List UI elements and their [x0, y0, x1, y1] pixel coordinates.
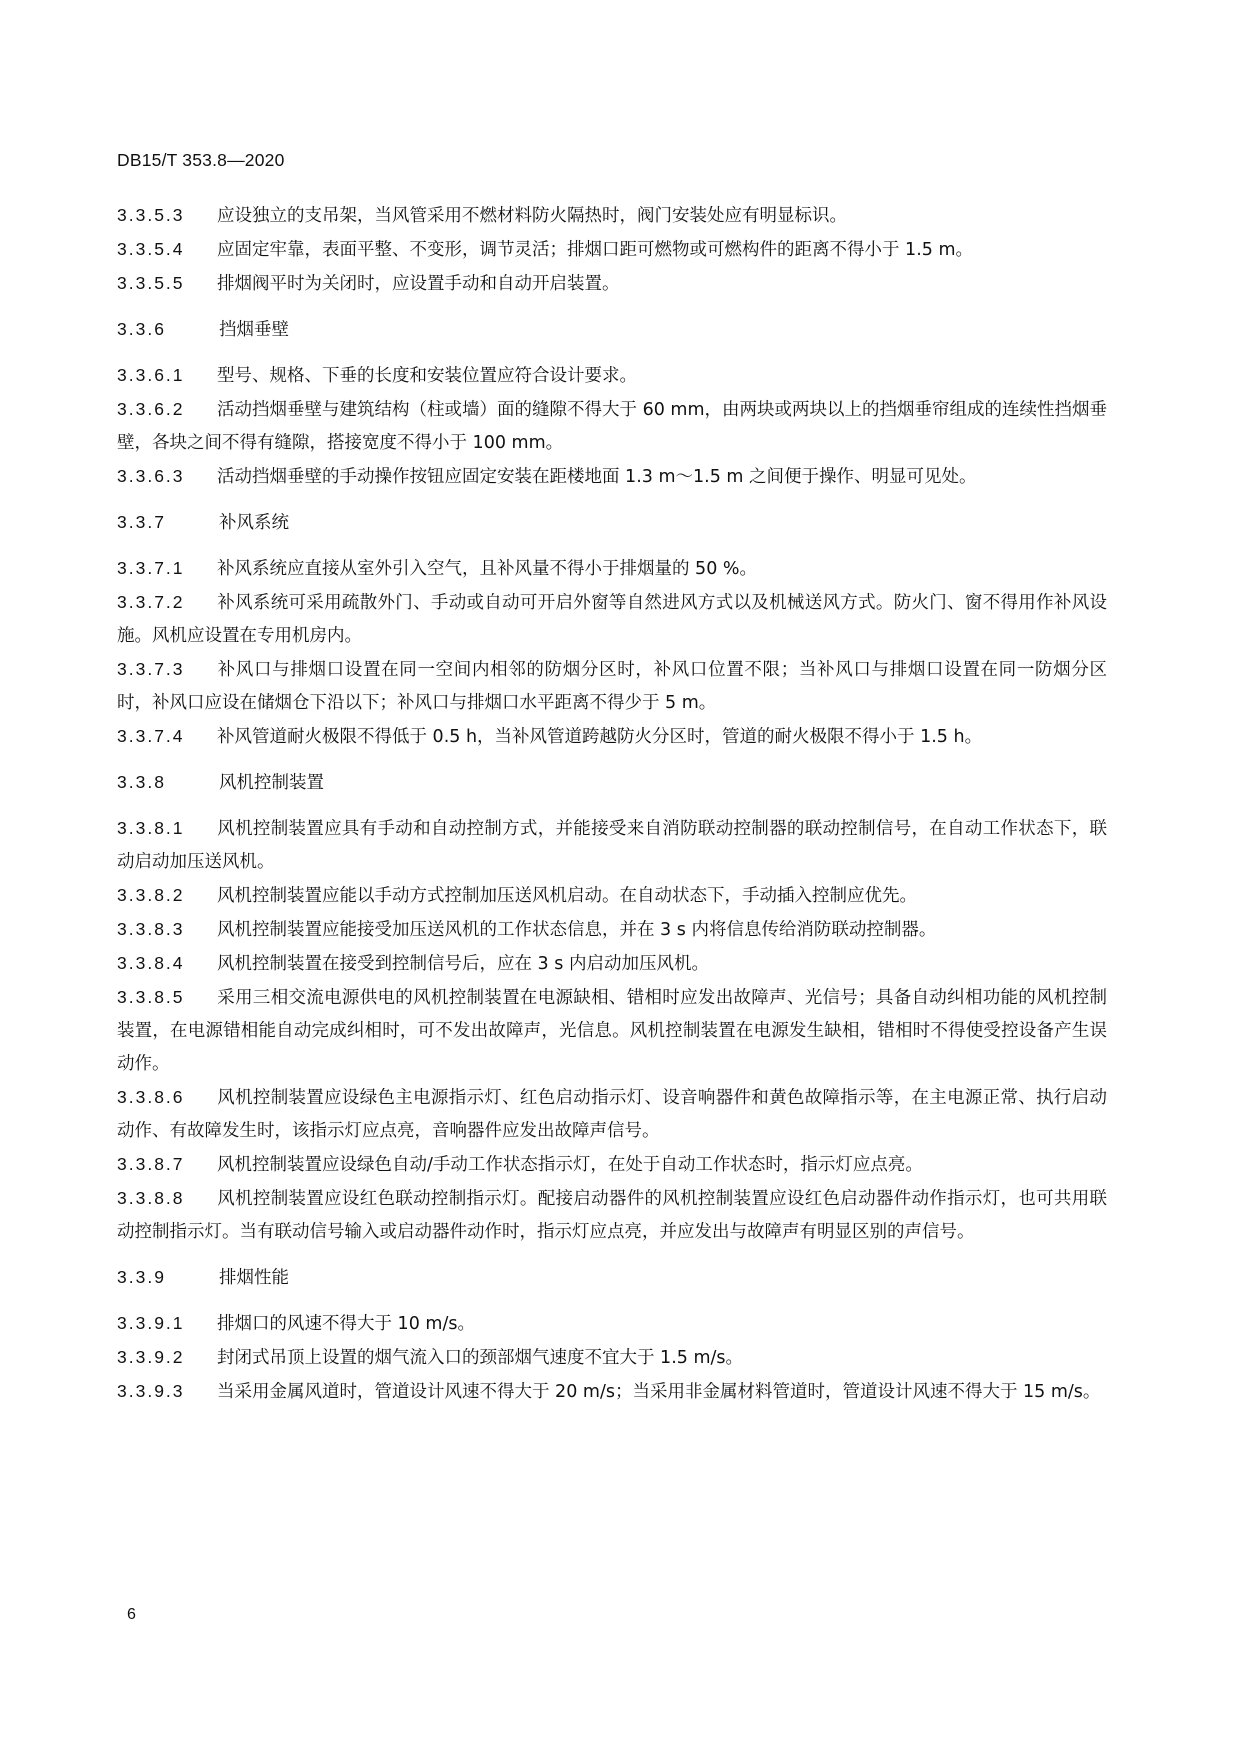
clause-3-3-9-1 [117, 1307, 1107, 1341]
clause-3-3-5-5 [117, 267, 1107, 301]
clause-number: 3.3.5.5 [117, 273, 185, 293]
clause-number: 3.3.7.1 [117, 558, 185, 578]
clause-number: 3.3.9.2 [117, 1347, 185, 1367]
clause-3-3-8-2 [117, 879, 1107, 913]
clause-text: 风机控制装置应能以手动方式控制加压送风机启动。在自动状态下，手动插入控制应优先。 [217, 886, 917, 906]
clause-text: 活动挡烟垂壁的手动操作按钮应固定安装在距楼地面 1.3 m～1.5 m 之间便于操作、明显可见处。 [217, 467, 977, 487]
clause-text: 风机控制装置应设绿色主电源指示灯、红色启动指示灯、设音响器件和黄色故障指示等，在主电源正常、执行启动动作、有故障发生时，该指示灯应点亮，音响器件应发出故障声信号。 [117, 1088, 1107, 1141]
clause-number: 3.3.8.3 [117, 919, 185, 939]
clause-number: 3.3.5.3 [117, 205, 185, 225]
clause-3-3-7-1 [117, 552, 1107, 586]
section-heading-3-3-9 [117, 1261, 1107, 1295]
clause-text: 风机控制装置应具有手动和自动控制方式，并能接受来自消防联动控制器的联动控制信号，在自动工作状态下，联动启动加压送风机。 [117, 819, 1107, 872]
clause-3-3-6-2 [117, 393, 1107, 460]
clause-3-3-8-3 [117, 913, 1107, 947]
clause-3-3-8-5 [117, 981, 1107, 1081]
clause-number: 3.3.6.1 [117, 365, 185, 385]
section-title: 挡烟垂壁 [219, 320, 289, 340]
section-number: 3.3.6 [117, 319, 166, 339]
clause-number: 3.3.8.8 [117, 1188, 185, 1208]
clause-text: 风机控制装置应能接受加压送风机的工作状态信息，并在 3 s 内将信息传给消防联动控制器。 [217, 920, 937, 940]
clause-text: 活动挡烟垂壁与建筑结构（柱或墙）面的缝隙不得大于 60 mm，由两块或两块以上的挡烟垂帘组成的连续性挡烟垂壁，各块之间不得有缝隙，搭接宽度不得小于 100 mm。 [117, 400, 1107, 453]
clause-number: 3.3.7.3 [117, 659, 185, 679]
clause-3-3-6-3 [117, 460, 1107, 494]
clause-number: 3.3.8.7 [117, 1154, 185, 1174]
clause-number: 3.3.8.2 [117, 885, 185, 905]
clause-number: 3.3.6.3 [117, 466, 185, 486]
clause-text: 补风管道耐火极限不得低于 0.5 h，当补风管道跨越防火分区时，管道的耐火极限不得小于 1.5 h。 [217, 727, 983, 747]
page-number: 6 [127, 1606, 136, 1623]
clause-text: 当采用金属风道时，管道设计风速不得大于 20 m/s；当采用非金属材料管道时，管道设计风速不得大于 15 m/s。 [217, 1382, 1101, 1402]
clause-text: 排烟口的风速不得大于 10 m/s。 [217, 1314, 475, 1334]
clause-text: 应固定牢靠，表面平整、不变形，调节灵活；排烟口距可燃物或可燃构件的距离不得小于 1.5 m。 [217, 240, 974, 260]
section-number: 3.3.9 [117, 1267, 166, 1287]
clause-text: 风机控制装置应设红色联动控制指示灯。配接启动器件的风机控制装置应设红色启动器件动作指示灯，也可共用联动控制指示灯。当有联动信号输入或启动器件动作时，指示灯应点亮，并应发出与故障声有明显区别的声信号。 [117, 1189, 1107, 1242]
clause-number: 3.3.8.6 [117, 1087, 185, 1107]
clause-number: 3.3.9.1 [117, 1313, 185, 1333]
clause-3-3-5-4 [117, 233, 1107, 267]
clause-text: 补风系统应直接从室外引入空气，且补风量不得小于排烟量的 50 %。 [217, 559, 758, 579]
clause-3-3-8-6 [117, 1081, 1107, 1148]
clause-3-3-8-8 [117, 1182, 1107, 1249]
section-number: 3.3.7 [117, 512, 166, 532]
clause-text: 补风口与排烟口设置在同一空间内相邻的防烟分区时，补风口位置不限；当补风口与排烟口设置在同一防烟分区时，补风口应设在储烟仓下沿以下；补风口与排烟口水平距离不得少于 5 m。 [117, 660, 1107, 713]
clause-3-3-7-3 [117, 653, 1107, 720]
clause-3-3-9-2 [117, 1341, 1107, 1375]
section-title: 补风系统 [219, 513, 289, 533]
document-body [117, 199, 1107, 1409]
clause-text: 型号、规格、下垂的长度和安装位置应符合设计要求。 [217, 366, 637, 386]
clause-number: 3.3.6.2 [117, 399, 185, 419]
clause-text: 风机控制装置应设绿色自动/手动工作状态指示灯，在处于自动工作状态时，指示灯应点亮。 [217, 1155, 923, 1175]
clause-text: 补风系统可采用疏散外门、手动或自动可开启外窗等自然进风方式以及机械送风方式。防火门、窗不得用作补风设施。风机应设置在专用机房内。 [117, 593, 1107, 646]
clause-3-3-5-3 [117, 199, 1107, 233]
clause-number: 3.3.5.4 [117, 239, 185, 259]
clause-text: 采用三相交流电源供电的风机控制装置在电源缺相、错相时应发出故障声、光信号；具备自动纠相功能的风机控制装置，在电源错相能自动完成纠相时，可不发出故障声，光信息。风机控制装置在电源发生缺相，错相时不得使受控设备产生误动作。 [117, 988, 1107, 1074]
clause-3-3-8-1 [117, 812, 1107, 879]
clause-3-3-7-4 [117, 720, 1107, 754]
clause-number: 3.3.7.4 [117, 726, 185, 746]
document-code: DB15/T 353.8—2020 [117, 150, 285, 170]
clause-number: 3.3.9.3 [117, 1381, 185, 1401]
section-number: 3.3.8 [117, 772, 166, 792]
clause-number: 3.3.7.2 [117, 592, 185, 612]
clause-number: 3.3.8.1 [117, 818, 185, 838]
section-title: 风机控制装置 [219, 773, 324, 793]
clause-text: 排烟阀平时为关闭时，应设置手动和自动开启装置。 [217, 274, 620, 294]
section-heading-3-3-7 [117, 506, 1107, 540]
section-title: 排烟性能 [219, 1268, 289, 1288]
clause-text: 应设独立的支吊架，当风管采用不燃材料防火隔热时，阀门安装处应有明显标识。 [217, 206, 847, 226]
clause-3-3-8-4 [117, 947, 1107, 981]
clause-3-3-6-1 [117, 359, 1107, 393]
section-heading-3-3-6 [117, 313, 1107, 347]
clause-text: 风机控制装置在接受到控制信号后，应在 3 s 内启动加压风机。 [217, 954, 709, 974]
clause-3-3-9-3 [117, 1375, 1107, 1409]
section-heading-3-3-8 [117, 766, 1107, 800]
clause-3-3-7-2 [117, 586, 1107, 653]
clause-text: 封闭式吊顶上设置的烟气流入口的颈部烟气速度不宜大于 1.5 m/s。 [217, 1348, 744, 1368]
clause-number: 3.3.8.5 [117, 987, 185, 1007]
clause-number: 3.3.8.4 [117, 953, 185, 973]
clause-3-3-8-7 [117, 1148, 1107, 1182]
